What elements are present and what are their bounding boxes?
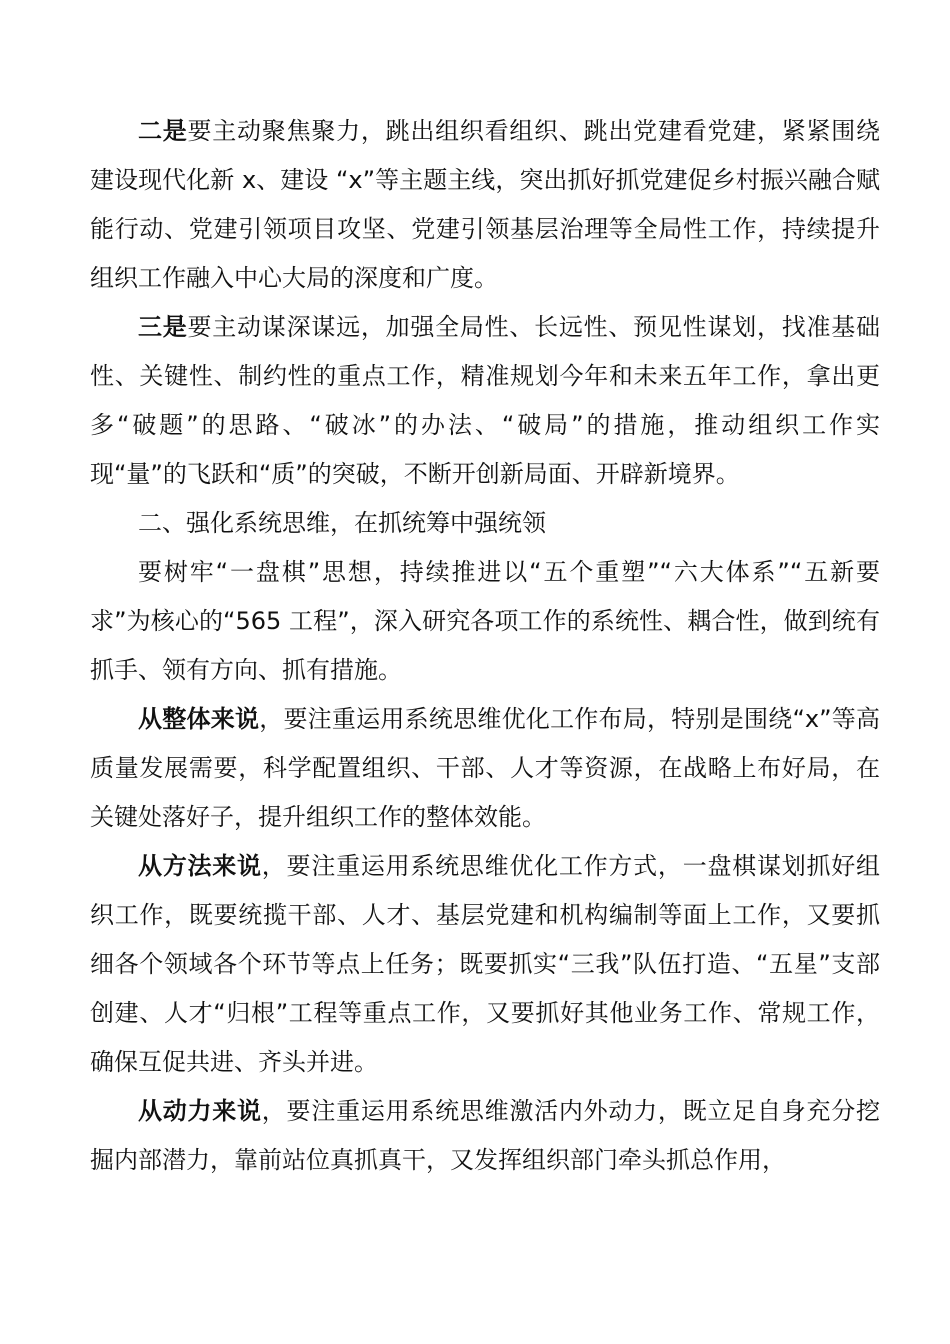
document-page [90, 107, 880, 1185]
paragraph-lead: 从方法来说 [138, 852, 262, 880]
paragraph-text: ，要注重运用系统思维优化工作方式，一盘棋谋划抓好组织工作，既要统揽干部、人才、基层党建和机构编制等面上工作，又要抓细各个领域各个环节等点上任务；既要抓实“三我”队伍打造、“五星”支部创建、人才“归根”工程等重点工作，又要抓好其他业务工作、常规工作，确保互促共进、齐头并进。 [90, 852, 881, 1076]
paragraph-lead: 从整体来说 [138, 705, 260, 733]
paragraph-1 [90, 107, 880, 303]
paragraph-4 [90, 548, 880, 695]
paragraph-7 [90, 1087, 880, 1185]
paragraph-text: 要主动聚焦聚力，跳出组织看组织、跳出党建看党建，紧紧围绕建设现代化新 x、建设 “x”等主题主线，突出抓好抓党建促乡村振兴融合赋能行动、党建引领项目攻坚、党建引领基层治理等全局性工作，持续提升组织工作融入中心大局的深度和广度。 [90, 117, 881, 292]
section-heading [90, 499, 880, 548]
section-heading-text: 二、强化系统思维，在抓统筹中强统领 [138, 509, 546, 537]
paragraph-6 [90, 842, 880, 1087]
paragraph-text: ，要注重运用系统思维优化工作布局，特别是围绕“x”等高质量发展需要，科学配置组织、干部、人才等资源，在战略上布好局，在关键处落好子，提升组织工作的整体效能。 [90, 705, 881, 831]
paragraph-lead: 二是 [138, 117, 188, 145]
paragraph-5 [90, 695, 880, 842]
paragraph-text: 要树牢“一盘棋”思想，持续推进以“五个重塑”“六大体系”“五新要求”为核心的“565 工程”，深入研究各项工作的系统性、耦合性，做到统有抓手、领有方向、抓有措施。 [90, 558, 880, 684]
paragraph-text: ，要注重运用系统思维激活内外动力，既立足自身充分挖掘内部潜力，靠前站位真抓真干，又发挥组织部门牵头抓总作用， [90, 1097, 881, 1174]
paragraph-2 [90, 303, 880, 499]
paragraph-lead: 三是 [138, 313, 188, 341]
paragraph-lead: 从动力来说 [138, 1097, 262, 1125]
paragraph-text: 要主动谋深谋远，加强全局性、长远性、预见性谋划，找准基础性、关键性、制约性的重点工作，精准规划今年和未来五年工作，拿出更多“破题”的思路、“破冰”的办法、“破局”的措施，推动组织工作实现“量”的飞跃和“质”的突破，不断开创新局面、开辟新境界。 [90, 313, 881, 488]
